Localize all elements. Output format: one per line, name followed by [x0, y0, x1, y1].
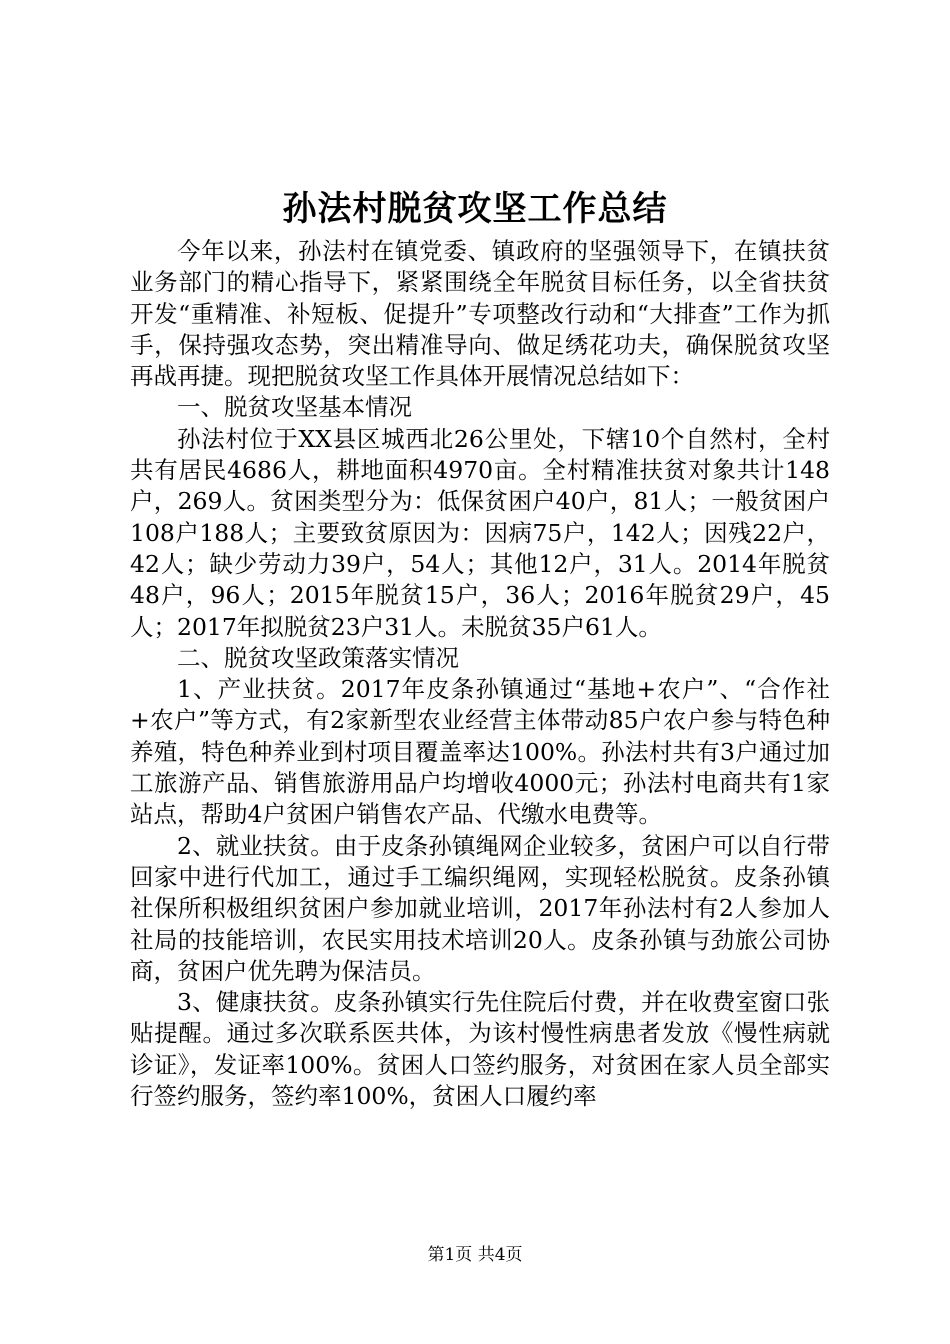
- section-heading-basic-situation: 一、脱贫攻坚基本情况: [177, 393, 412, 422]
- document-body: [130, 236, 830, 1112]
- section-heading-policy-implementation: 二、脱贫攻坚政策落实情况: [177, 643, 459, 672]
- intro-paragraph: 今年以来，孙法村在镇党委、镇政府的坚强领导下，在镇扶贫业务部门的精心指导下，紧紧围绕全年脱贫目标任务，以全省扶贫开发“重精准、补短板、促提升”专项整改行动和“大排查”工作为抓手，保持强攻态势，突出精准导向、做足绣花功夫，确保脱贫攻坚再战再捷。现把脱贫攻坚工作具体开展情况总结如下：: [130, 237, 830, 391]
- industry-poverty-paragraph: 1、产业扶贫。2017年皮条孙镇通过“基地+农户”、“合作社+农户”等方式，有2家新型农业经营主体带动85户农户参与特色种养殖，特色种养业到村项目覆盖率达100%。孙法村共有3户通过加工旅游产品、销售旅游用品户均增收4000元；孙法村电商共有1家站点，帮助4户贫困户销售农产品、代缴水电费等。: [130, 675, 830, 829]
- employment-poverty-paragraph: 2、就业扶贫。由于皮条孙镇绳网企业较多，贫困户可以自行带回家中进行代加工，通过手工编织绳网，实现轻松脱贫。皮条孙镇社保所积极组织贫困户参加就业培训，2017年孙法村有2人参加人社局的技能培训，农民实用技术培训20人。皮条孙镇与劲旅公司协商，贫困户优先聘为保洁员。: [130, 831, 830, 985]
- basic-situation-paragraph: 孙法村位于XX县区城西北26公里处，下辖10个自然村，全村共有居民4686人，耕地面积4970亩。全村精准扶贫对象共计148户，269人。贫困类型分为：低保贫困户40户，81人；一般贫困户108户188人；主要致贫原因为：因病75户，142人；因残22户，42人；缺少劳动力39户，54人；其他12户，31人。2014年脱贫48户，96人；2015年脱贫15户，36人；2016年脱贫29户，45人；2017年拟脱贫23户31人。未脱贫35户61人。: [130, 424, 830, 641]
- health-poverty-paragraph: 3、健康扶贫。皮条孙镇实行先住院后付费，并在收费室窗口张贴提醒。通过多次联系医共体，为该村慢性病患者发放《慢性病就诊证》，发证率100%。贫困人口签约服务，对贫困在家人员全部实行签约服务，签约率100%，贫困人口履约率: [130, 988, 830, 1111]
- page-footer: 第1页 共4页: [427, 1245, 523, 1265]
- document-title: 孙法村脱贫攻坚工作总结: [282, 189, 668, 229]
